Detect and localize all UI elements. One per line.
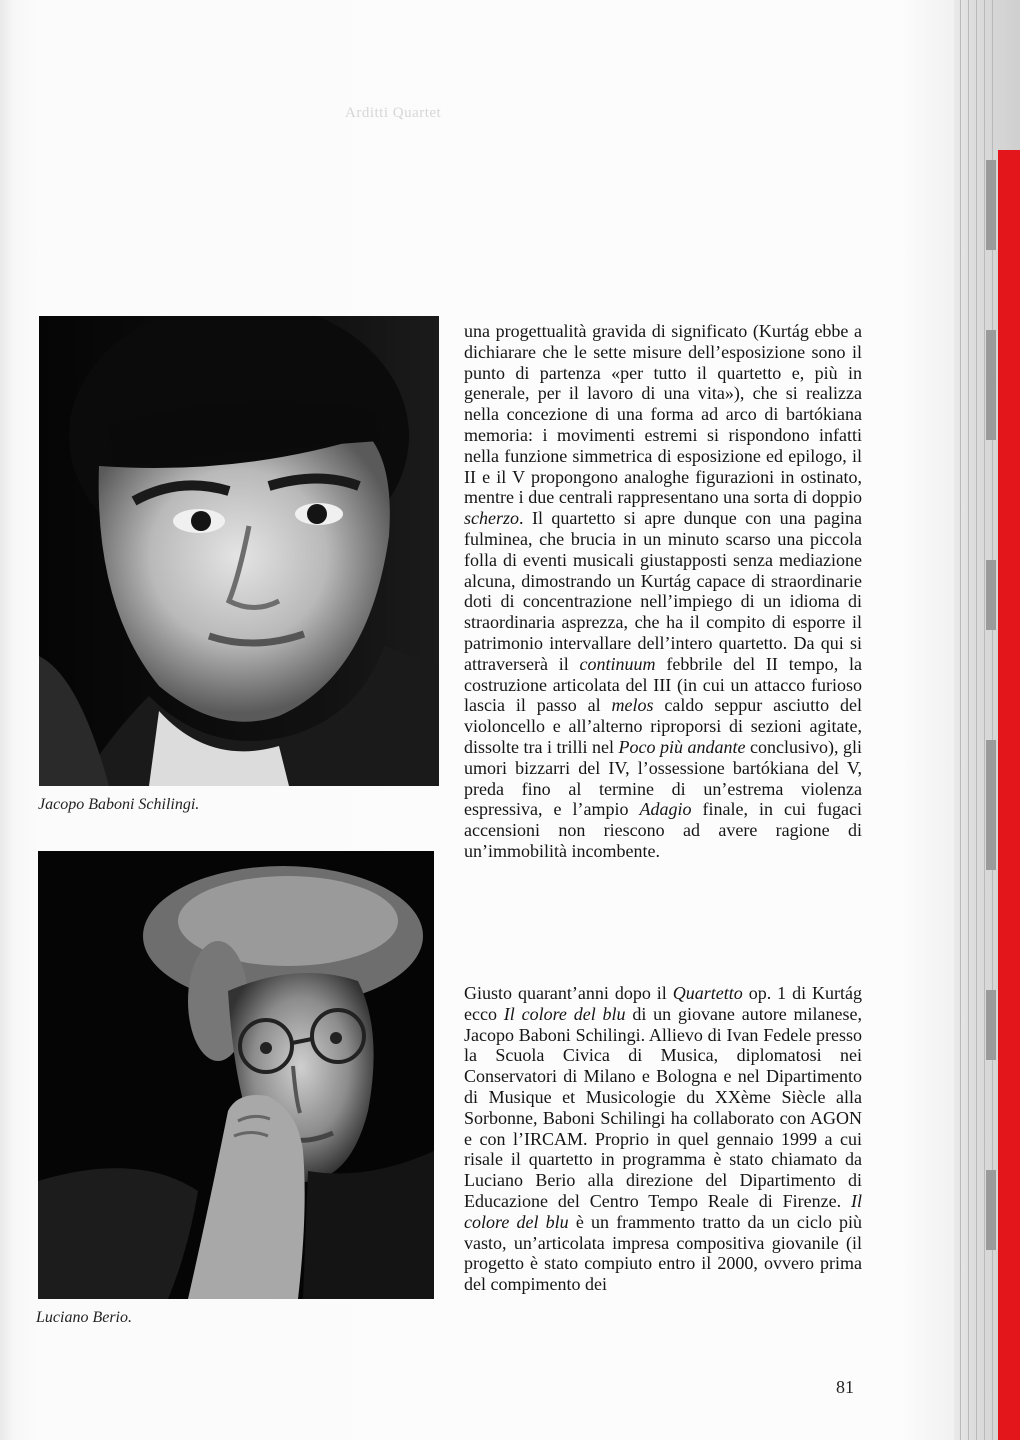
section-tab-grey [986, 560, 996, 630]
section-tab-grey [986, 330, 996, 440]
figure-caption: Luciano Berio. [36, 1309, 132, 1326]
portrait-photo-luciano-berio [38, 851, 434, 1299]
body-paragraph: una progettualità gravida di significato (Kurtág ebbe a dichiarare che le sette misure dell’esposizione sono il punto di partenza «per tutto il quartetto e, più in generale, per il lavoro di una vita»), che si realizza nella concezione di una forma ad arco di bartókiana memoria: i movimenti estremi si rispondono infatti nella funzione simmetrica di esposizione ed epilogo, il II e il V propongono analoghe figurazioni in ostinato, mentre i due centrali rappresentano una sorta di doppio scherzo. Il quartetto si apre dunque con una pagina fulminea, che brucia in un minuto scarso una piccola folla di eventi musicali giustapposti senza mediazione alcuna, dimostrando un Kurtág capace di straordinarie doti di concentrazione nell’impiego di un idioma di straordinaria asprezza, che ha il compito di esporre il patrimonio intervallare dell’intero quartetto. Da qui si attraverserà il continuum febbrile del II tempo, la costruzione articolata del III (in cui un attacco furioso lascia il passo al melos caldo seppur asciutto del violoncello e all’alterno riproporsi di sezioni agitate, dissolte tra i trilli nel Poco più andante conclusivo), gli umori bizzarri del IV, l’ossessione bartókiana del V, preda fino al termine di un’estrema violenza espressiva, e l’ampio Adagio finale, in cui fugaci accensioni non riescono ad avere ragione di un’immobilità incombente. [464, 321, 863, 861]
body-paragraph: Giusto quarant’anni dopo il Quartetto op. 1 di Kurtág ecco Il colore del blu di un giovane autore milanese, Jacopo Baboni Schilingi. Allievo di Ivan Fedele presso la Scuola Civica di Musica, diplomatosi nei Conservatori di Milano e Bologna e nel Dipartimento di Musique et Musicologie du XXème Siècle alla Sorbonne, Baboni Schilingi ha collaborato con AGON e con l’IRCAM. Proprio in quel gennaio 1999 a cui risale il quartetto in programma è stato chiamato da Luciano Berio alla direzione del Dipartimento di Educazione del Centro Tempo Reale di Firenze. Il colore del blu è un frammento tratto da un ciclo più vasto, un’articolata impresa compositiva giovanile (il progetto è stato compiuto entro il 2000, ovvero prima del compimento dei [464, 983, 863, 1295]
section-tab-grey [986, 160, 996, 250]
figure-caption: Jacopo Baboni Schilingi. [38, 796, 200, 813]
bleed-through-header: Arditti Quartet [345, 105, 442, 121]
page-number: 81 [836, 1377, 854, 1397]
section-tab-red [998, 150, 1020, 1440]
portrait-photo-baboni-schilingi [39, 316, 439, 786]
section-tab-grey [986, 1170, 996, 1250]
section-tab-grey [986, 990, 996, 1060]
section-tab-grey [986, 740, 996, 870]
